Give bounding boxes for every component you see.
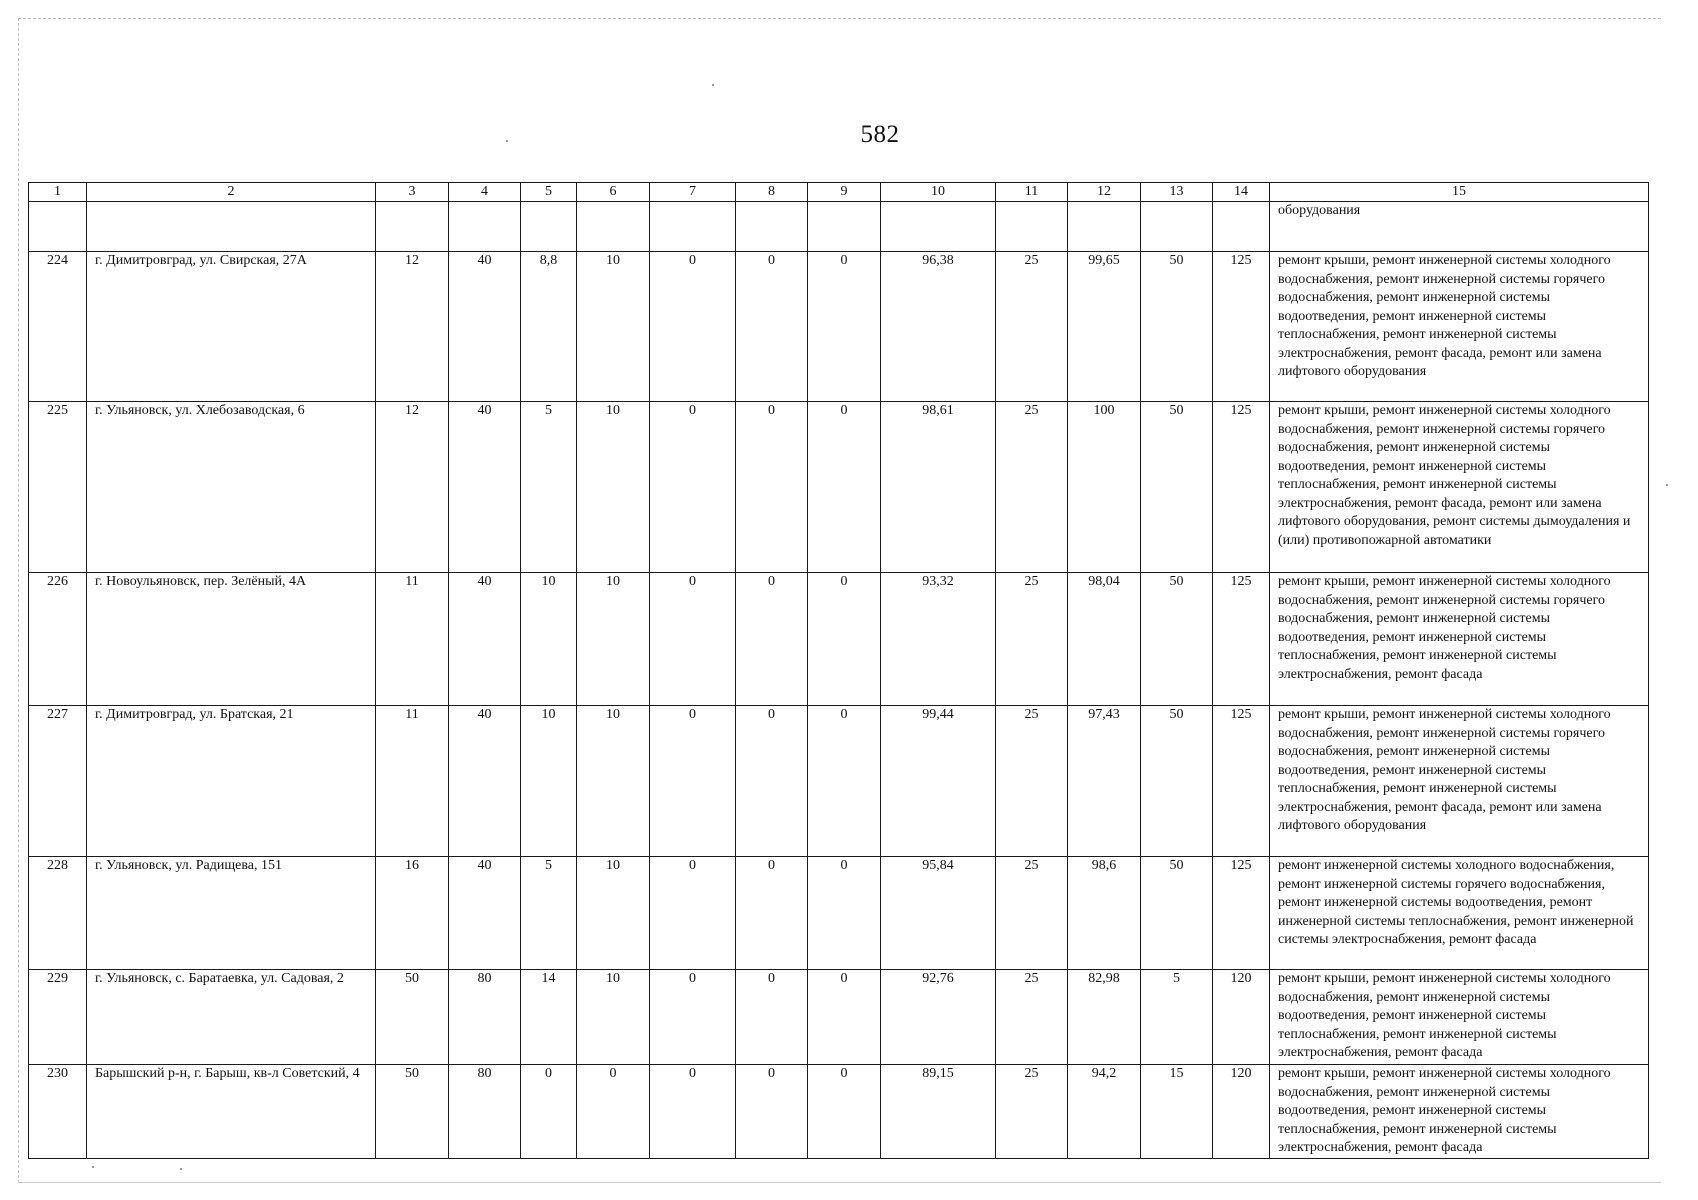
cell-col-3: 11 (376, 573, 449, 706)
header-cell-10: 10 (881, 183, 996, 202)
cell-col-1: 229 (29, 970, 87, 1065)
cell-col-11: 25 (996, 706, 1068, 857)
page-number: 582 (860, 121, 900, 148)
cell-col-9: 0 (808, 857, 881, 970)
cell-col-10 (881, 202, 996, 252)
scan-speck (712, 84, 714, 86)
cell-col-7: 0 (650, 970, 736, 1065)
cell-col-11: 25 (996, 1065, 1068, 1159)
cell-col-8: 0 (736, 970, 808, 1065)
cell-col-5 (521, 202, 577, 252)
cell-col-12: 99,65 (1068, 252, 1141, 402)
cell-col-15: ремонт крыши, ремонт инженерной системы холодного водоснабжения, ремонт инженерной системы водоотведения, ремонт инженерной системы теплоснабжения, ремонт инженерной системы электроснабжения, ремонт фасада (1270, 1065, 1649, 1159)
cell-col-13 (1141, 202, 1213, 252)
cell-col-14: 120 (1213, 1065, 1270, 1159)
cell-col-15: оборудования (1270, 202, 1649, 252)
cell-col-2: г. Новоульяновск, пер. Зелёный, 4А (87, 573, 376, 706)
cell-col-8: 0 (736, 573, 808, 706)
cell-col-8: 0 (736, 252, 808, 402)
cell-col-12: 98,04 (1068, 573, 1141, 706)
cell-col-15: ремонт крыши, ремонт инженерной системы холодного водоснабжения, ремонт инженерной системы горячего водоснабжения, ремонт инженерной системы водоотведения, ремонт инженерной системы теплоснабжения, ремонт инженерной системы электроснабжения, ремонт фасада, ремонт или замена лифтового оборудования (1270, 706, 1649, 857)
cell-col-2: г. Ульяновск, с. Баратаевка, ул. Садовая, 2 (87, 970, 376, 1065)
table-row (29, 970, 1649, 1065)
cell-col-11: 25 (996, 252, 1068, 402)
cell-col-4 (449, 202, 521, 252)
cell-col-5: 10 (521, 573, 577, 706)
cell-col-12: 82,98 (1068, 970, 1141, 1065)
cell-col-5: 5 (521, 857, 577, 970)
cell-col-14: 125 (1213, 252, 1270, 402)
cell-col-6: 10 (577, 857, 650, 970)
cell-col-6: 0 (577, 1065, 650, 1159)
cell-col-2: г. Ульяновск, ул. Радищева, 151 (87, 857, 376, 970)
scan-speck (92, 1166, 94, 1168)
cell-col-4: 40 (449, 252, 521, 402)
cell-col-6: 10 (577, 252, 650, 402)
cell-col-4: 80 (449, 970, 521, 1065)
cell-col-3: 50 (376, 970, 449, 1065)
cell-col-2: г. Димитровград, ул. Братская, 21 (87, 706, 376, 857)
cell-col-2: Барышский р-н, г. Барыш, кв-л Советский, 4 (87, 1065, 376, 1159)
cell-col-6: 10 (577, 970, 650, 1065)
cell-col-7: 0 (650, 252, 736, 402)
cell-col-14: 125 (1213, 857, 1270, 970)
table-row (29, 573, 1649, 706)
cell-col-8: 0 (736, 706, 808, 857)
cell-col-7: 0 (650, 1065, 736, 1159)
cell-col-10: 93,32 (881, 573, 996, 706)
cell-col-11: 25 (996, 970, 1068, 1065)
cell-col-9: 0 (808, 970, 881, 1065)
cell-col-5: 10 (521, 706, 577, 857)
cell-col-14 (1213, 202, 1270, 252)
cell-col-14: 120 (1213, 970, 1270, 1065)
cell-col-13: 50 (1141, 857, 1213, 970)
header-cell-2: 2 (87, 183, 376, 202)
cell-col-13: 15 (1141, 1065, 1213, 1159)
cell-col-3: 16 (376, 857, 449, 970)
cell-col-7 (650, 202, 736, 252)
cell-col-12: 94,2 (1068, 1065, 1141, 1159)
cell-col-9: 0 (808, 706, 881, 857)
cell-col-6 (577, 202, 650, 252)
cell-col-1: 227 (29, 706, 87, 857)
table-row (29, 857, 1649, 970)
table-row (29, 252, 1649, 402)
cell-col-10: 98,61 (881, 402, 996, 573)
header-cell-9: 9 (808, 183, 881, 202)
header-cell-13: 13 (1141, 183, 1213, 202)
header-cell-1: 1 (29, 183, 87, 202)
cell-col-2: г. Димитровград, ул. Свирская, 27А (87, 252, 376, 402)
cell-col-1: 230 (29, 1065, 87, 1159)
cell-col-3: 12 (376, 402, 449, 573)
cell-col-3: 12 (376, 252, 449, 402)
scan-speck (506, 140, 508, 142)
cell-col-12: 97,43 (1068, 706, 1141, 857)
cell-col-14: 125 (1213, 402, 1270, 573)
cell-col-12 (1068, 202, 1141, 252)
cell-col-4: 40 (449, 857, 521, 970)
header-cell-11: 11 (996, 183, 1068, 202)
cell-col-5: 8,8 (521, 252, 577, 402)
scan-speck (1666, 484, 1668, 486)
cell-col-3: 11 (376, 706, 449, 857)
cell-col-2 (87, 202, 376, 252)
cell-col-7: 0 (650, 857, 736, 970)
cell-col-15: ремонт крыши, ремонт инженерной системы холодного водоснабжения, ремонт инженерной системы горячего водоснабжения, ремонт инженерной системы водоотведения, ремонт инженерной системы теплоснабжения, ремонт инженерной системы электроснабжения, ремонт фасада (1270, 573, 1649, 706)
cell-col-1: 224 (29, 252, 87, 402)
cell-col-12: 100 (1068, 402, 1141, 573)
table-row (29, 402, 1649, 573)
header-cell-15: 15 (1270, 183, 1649, 202)
cell-col-9: 0 (808, 1065, 881, 1159)
cell-col-4: 40 (449, 573, 521, 706)
cell-col-13: 50 (1141, 706, 1213, 857)
cell-col-1 (29, 202, 87, 252)
cell-col-10: 89,15 (881, 1065, 996, 1159)
header-cell-5: 5 (521, 183, 577, 202)
cell-col-8: 0 (736, 1065, 808, 1159)
cell-col-7: 0 (650, 402, 736, 573)
cell-col-8: 0 (736, 402, 808, 573)
cell-col-9: 0 (808, 252, 881, 402)
cell-col-14: 125 (1213, 706, 1270, 857)
cell-col-3 (376, 202, 449, 252)
cell-col-6: 10 (577, 573, 650, 706)
table-row (29, 202, 1649, 252)
header-cell-12: 12 (1068, 183, 1141, 202)
cell-col-15: ремонт инженерной системы холодного водоснабжения, ремонт инженерной системы горячего водоснабжения, ремонт инженерной системы водоотведения, ремонт инженерной системы теплоснабжения, ремонт инженерной системы электроснабжения, ремонт фасада (1270, 857, 1649, 970)
cell-col-7: 0 (650, 573, 736, 706)
cell-col-10: 99,44 (881, 706, 996, 857)
cell-col-10: 96,38 (881, 252, 996, 402)
cell-col-9: 0 (808, 402, 881, 573)
cell-col-7: 0 (650, 706, 736, 857)
cell-col-5: 14 (521, 970, 577, 1065)
cell-col-15: ремонт крыши, ремонт инженерной системы холодного водоснабжения, ремонт инженерной системы горячего водоснабжения, ремонт инженерной системы водоотведения, ремонт инженерной системы теплоснабжения, ремонт инженерной системы электроснабжения, ремонт фасада, ремонт или замена лифтового оборудования, ремонт системы дымоудаления и (или) противопожарной автоматики (1270, 402, 1649, 573)
cell-col-6: 10 (577, 706, 650, 857)
scan-speck (180, 1168, 182, 1170)
cell-col-12: 98,6 (1068, 857, 1141, 970)
cell-col-4: 40 (449, 706, 521, 857)
cell-col-14: 125 (1213, 573, 1270, 706)
cell-col-15: ремонт крыши, ремонт инженерной системы холодного водоснабжения, ремонт инженерной системы водоотведения, ремонт инженерной системы теплоснабжения, ремонт инженерной системы электроснабжения, ремонт фасада (1270, 970, 1649, 1065)
header-cell-6: 6 (577, 183, 650, 202)
cell-col-5: 5 (521, 402, 577, 573)
header-cell-3: 3 (376, 183, 449, 202)
cell-col-8: 0 (736, 857, 808, 970)
cell-col-9 (808, 202, 881, 252)
cell-col-11: 25 (996, 857, 1068, 970)
cell-col-1: 226 (29, 573, 87, 706)
cell-col-11: 25 (996, 402, 1068, 573)
cell-col-11 (996, 202, 1068, 252)
table-row (29, 1065, 1649, 1159)
cell-col-13: 5 (1141, 970, 1213, 1065)
cell-col-10: 95,84 (881, 857, 996, 970)
header-cell-8: 8 (736, 183, 808, 202)
cell-col-2: г. Ульяновск, ул. Хлебозаводская, 6 (87, 402, 376, 573)
cell-col-8 (736, 202, 808, 252)
register-table (28, 182, 1649, 1159)
cell-col-1: 228 (29, 857, 87, 970)
header-cell-14: 14 (1213, 183, 1270, 202)
cell-col-13: 50 (1141, 402, 1213, 573)
cell-col-6: 10 (577, 402, 650, 573)
table-row (29, 706, 1649, 857)
cell-col-1: 225 (29, 402, 87, 573)
cell-col-3: 50 (376, 1065, 449, 1159)
cell-col-4: 40 (449, 402, 521, 573)
cell-col-9: 0 (808, 573, 881, 706)
header-cell-4: 4 (449, 183, 521, 202)
cell-col-15: ремонт крыши, ремонт инженерной системы холодного водоснабжения, ремонт инженерной системы горячего водоснабжения, ремонт инженерной системы водоотведения, ремонт инженерной системы теплоснабжения, ремонт инженерной системы электроснабжения, ремонт фасада, ремонт или замена лифтового оборудования (1270, 252, 1649, 402)
cell-col-10: 92,76 (881, 970, 996, 1065)
header-row (29, 183, 1649, 202)
cell-col-13: 50 (1141, 573, 1213, 706)
cell-col-5: 0 (521, 1065, 577, 1159)
cell-col-11: 25 (996, 573, 1068, 706)
header-cell-7: 7 (650, 183, 736, 202)
cell-col-13: 50 (1141, 252, 1213, 402)
cell-col-4: 80 (449, 1065, 521, 1159)
